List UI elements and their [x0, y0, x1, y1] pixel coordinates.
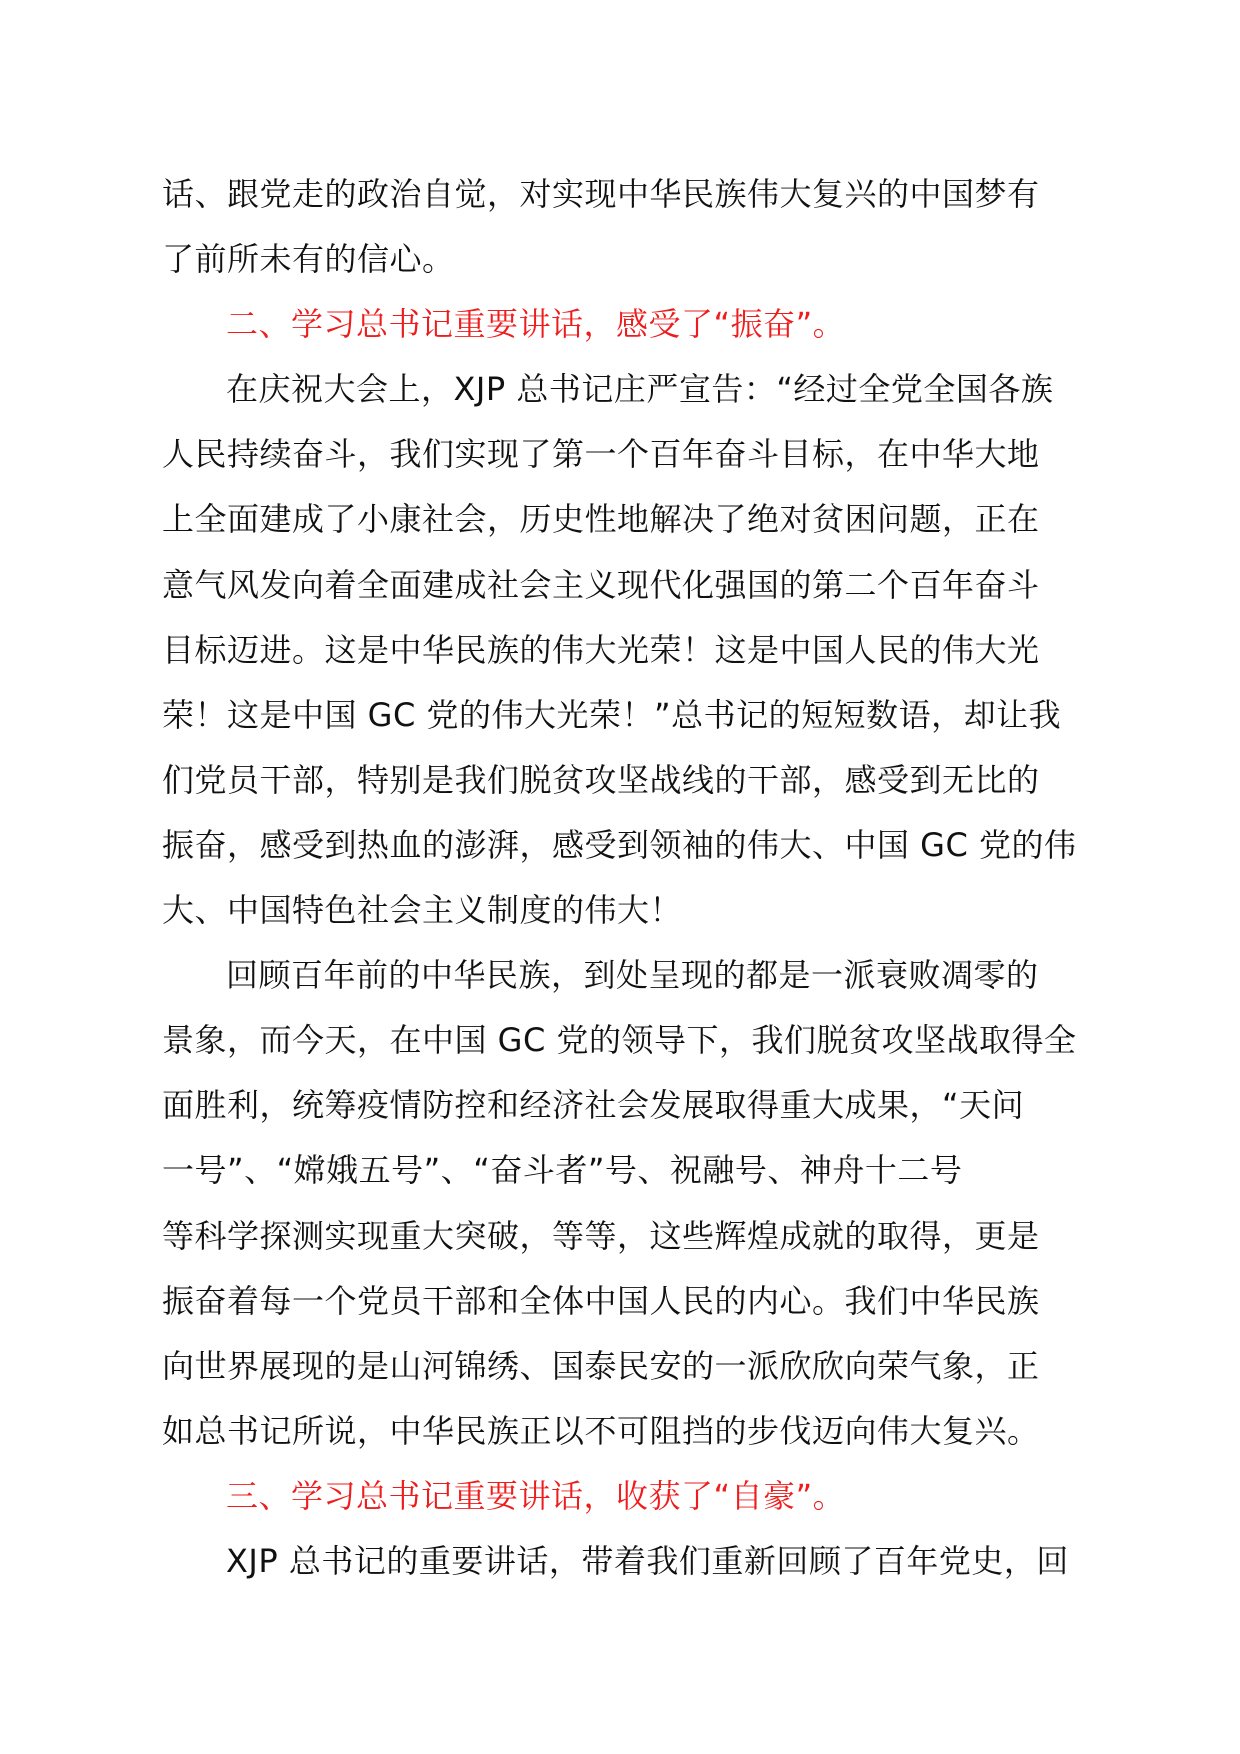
- text-line: 向世界展现的是山河锦绣、国泰民安的一派欣欣向荣气象，正: [162, 1346, 1040, 1385]
- text-line: 等科学探测实现重大突破，等等，这些辉煌成就的取得，更是: [162, 1216, 1040, 1255]
- text-line: 面胜利，统筹疫情防控和经济社会发展取得重大成果，“天问: [162, 1086, 1025, 1125]
- text-line: 回顾百年前的中华民族，到处呈现的都是一派衰败凋零的: [226, 956, 1039, 995]
- text-line: 在庆祝大会上，XJP 总书记庄严宣告：“经过全党全国各族: [226, 370, 1054, 409]
- text-line: XJP 总书记的重要讲话，带着我们重新回顾了百年党史，回: [226, 1541, 1069, 1580]
- text-line: 如总书记所说，中华民族正以不可阻挡的步伐迈向伟大复兴。: [162, 1411, 1040, 1450]
- text-line: 了前所未有的信心。: [162, 240, 455, 279]
- text-line: 意气风发向着全面建成社会主义现代化强国的第二个百年奋斗: [162, 565, 1040, 604]
- text-line: 荣！这是中国 GC 党的伟大光荣！”总书记的短短数语，却让我: [162, 695, 1062, 734]
- document-body: [162, 162, 1112, 1594]
- section-heading-2: 二、学习总书记重要讲话，感受了“振奋”。: [226, 305, 846, 344]
- text-line: 上全面建成了小康社会，历史性地解决了绝对贫困问题，正在: [162, 500, 1040, 539]
- text-line: 振奋，感受到热血的澎湃，感受到领袖的伟大、中国 GC 党的伟: [162, 825, 1077, 864]
- text-line: 一号”、“嫦娥五号”、“奋斗者”号、祝融号、神舟十二号: [162, 1151, 963, 1190]
- text-line: 们党员干部，特别是我们脱贫攻坚战线的干部，感受到无比的: [162, 760, 1040, 799]
- text-line: 话、跟党走的政治自觉，对实现中华民族伟大复兴的中国梦有: [162, 175, 1040, 213]
- text-line: 振奋着每一个党员干部和全体中国人民的内心。我们中华民族: [162, 1281, 1040, 1320]
- section-heading-3: 三、学习总书记重要讲话，收获了“自豪”。: [226, 1476, 846, 1515]
- text-line: 大、中国特色社会主义制度的伟大！: [162, 891, 683, 930]
- text-line: 景象，而今天，在中国 GC 党的领导下，我们脱贫攻坚战取得全: [162, 1021, 1077, 1060]
- text-line: 目标迈进。这是中华民族的伟大光荣！这是中国人民的伟大光: [162, 630, 1040, 669]
- text-line: 人民持续奋斗，我们实现了第一个百年奋斗目标，在中华大地: [162, 435, 1040, 474]
